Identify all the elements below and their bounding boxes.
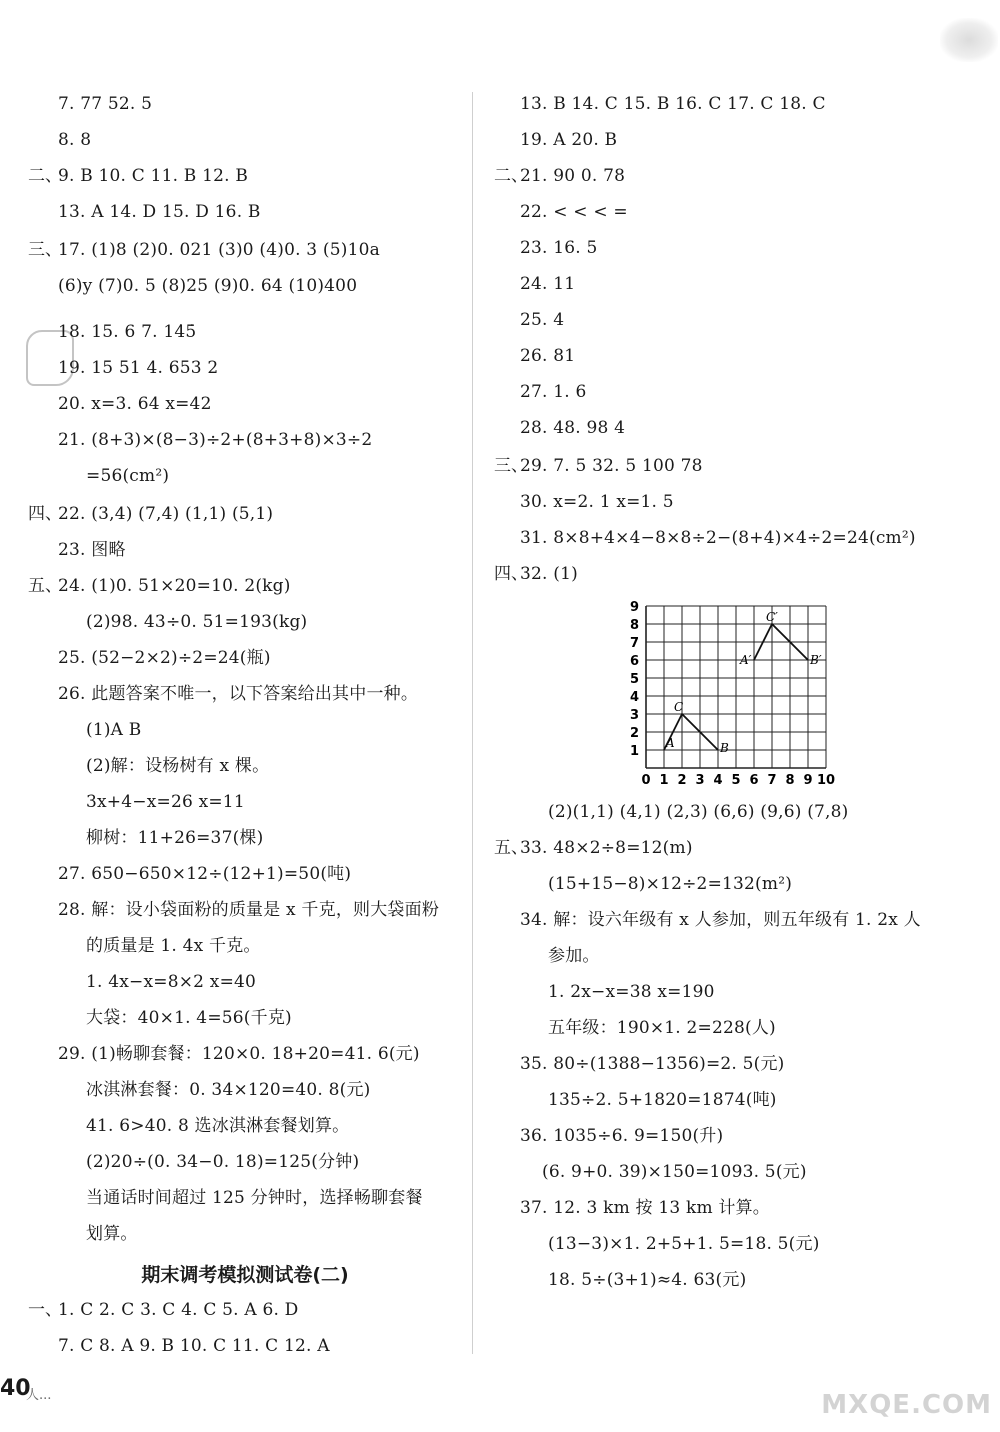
point-label-b-prime: B′ — [810, 653, 822, 667]
answer-line: 27. 650−650×12÷(12+1)=50(吨) — [58, 864, 352, 884]
answer-line: 21. 90 0. 78 — [520, 166, 626, 186]
x-tick-label: 6 — [749, 773, 759, 788]
x-tick-label: 1 — [659, 773, 669, 788]
answer-line: (2)98. 43÷0. 51=193(kg) — [86, 612, 308, 632]
answer-line: 135÷2. 5+1820=1874(吨) — [548, 1090, 777, 1110]
exam-section-title: 期末调考模拟测试卷(二) — [141, 1264, 349, 1286]
column-divider — [472, 92, 473, 1354]
answer-line: 25. (52−2×2)÷2=24(瓶) — [58, 648, 271, 668]
answer-line: 23. 图略 — [58, 540, 126, 560]
x-tick-label: 10 — [816, 773, 836, 788]
answer-line: 28. 解：设小袋面粉的质量是 x 千克，则大袋面粉 — [58, 900, 440, 920]
answer-line: (1)A B — [86, 720, 142, 740]
point-label-a-prime: A′ — [740, 653, 752, 667]
answer-line: 29. (1)畅聊套餐：120×0. 18+20=41. 6(元) — [58, 1044, 420, 1064]
section-prefix: 三、 — [28, 240, 62, 260]
answer-line: 34. 解：设六年级有 x 人参加，则五年级有 1. 2x 人 — [520, 910, 921, 930]
answer-line: 7. C 8. A 9. B 10. C 11. C 12. A — [58, 1336, 330, 1356]
answer-line: 35. 80÷(1388−1356)=2. 5(元) — [520, 1054, 785, 1074]
answer-line: 13. B 14. C 15. B 16. C 17. C 18. C — [520, 94, 826, 114]
x-tick-label: 0 — [641, 773, 651, 788]
answer-line: 17. (1)8 (2)0. 021 (3)0 (4)0. 3 (5)10a — [58, 240, 380, 260]
answer-line: 29. 7. 5 32. 5 100 78 — [520, 456, 703, 476]
answer-line: 26. 此题答案不唯一，以下答案给出其中一种。 — [58, 684, 419, 704]
answer-line: 柳树：11+26=37(棵) — [86, 828, 264, 848]
answer-line: 18. 15. 6 7. 14̇5̇ — [58, 322, 197, 342]
answer-line: (6. 9+0. 39)×150=1093. 5(元) — [542, 1162, 807, 1182]
section-prefix: 四、 — [28, 504, 62, 524]
answer-line: 19. 15 51 4. 653 2 — [58, 358, 219, 378]
y-tick-label: 9 — [629, 600, 639, 615]
answer-line: 五年级：190×1. 2=228(人) — [548, 1018, 776, 1038]
answer-line: 参加。 — [548, 946, 600, 966]
section-prefix: 二、 — [28, 166, 62, 186]
answer-line: 28. 48. 98 4 — [520, 418, 626, 438]
answer-line: 8. 8 — [58, 130, 92, 150]
answer-line: 19. A 20. B — [520, 130, 618, 150]
coordinate-grid — [620, 598, 850, 793]
x-tick-label: 8 — [785, 773, 795, 788]
y-tick-label: 6 — [629, 654, 639, 669]
section-prefix: 四、 — [494, 564, 528, 584]
y-tick-label: 8 — [629, 618, 639, 633]
answer-line: 30. x=2. 1 x=1. 5 — [520, 492, 674, 512]
answer-line: 划算。 — [86, 1224, 138, 1244]
x-tick-label: 9 — [803, 773, 813, 788]
answer-line: 32. (1) — [520, 564, 578, 584]
answer-line: 36. 1035÷6. 9=150(升) — [520, 1126, 724, 1146]
x-tick-label: 7 — [767, 773, 777, 788]
answer-line: 24. (1)0. 51×20=10. 2(kg) — [58, 576, 291, 596]
answer-line: 冰淇淋套餐：0. 34×120=40. 8(元) — [86, 1080, 371, 1100]
answer-line: 20. x=3. 64 x=42 — [58, 394, 212, 414]
y-tick-label: 5 — [629, 672, 639, 687]
answer-line: 1. C 2. C 3. C 4. C 5. A 6. D — [58, 1300, 299, 1320]
point-label-c-prime: C′ — [766, 610, 778, 624]
watermark-text: MXQE.COM — [821, 1390, 992, 1420]
answer-line: 24. 11 — [520, 274, 576, 294]
answer-line: 26. 81 — [520, 346, 576, 366]
answer-line: 3x+4−x=26 x=11 — [86, 792, 245, 812]
answer-line: 33. 48×2÷8=12(m) — [520, 838, 693, 858]
section-prefix: 二、 — [494, 166, 528, 186]
answer-line: (2)20÷(0. 34−0. 18)=125(分钟) — [86, 1152, 360, 1172]
triangles — [664, 610, 822, 755]
x-tick-label: 5 — [731, 773, 741, 788]
x-tick-label: 2 — [677, 773, 687, 788]
answer-line: 1. 4x−x=8×2 x=40 — [86, 972, 257, 992]
site-watermark — [742, 1340, 992, 1420]
y-tick-label: 1 — [629, 744, 639, 759]
answer-line: 18. 5÷(3+1)≈4. 63(元) — [548, 1270, 747, 1290]
answer-line: (15+15−8)×12÷2=132(m²) — [548, 874, 793, 894]
y-tick-label: 7 — [629, 636, 639, 651]
answer-line: =56(cm²) — [86, 466, 170, 486]
y-tick-label: 4 — [629, 690, 639, 705]
y-tick-label: 3 — [629, 708, 639, 723]
point-label-b: B — [720, 741, 729, 755]
answer-line: 27. 1. 6 — [520, 382, 587, 402]
x-tick-label: 3 — [695, 773, 705, 788]
answer-line: 37. 12. 3 km 按 13 km 计算。 — [520, 1198, 770, 1218]
answer-line: 22. < < < = — [520, 202, 628, 222]
answer-line: (6)y (7)0. 5 (8)25 (9)0. 64 (10)400 — [58, 276, 358, 296]
answer-line: 13. A 14. D 15. D 16. B — [58, 202, 261, 222]
x-tick-label: 4 — [713, 773, 723, 788]
answer-line: 31. 8×8+4×4−8×8÷2−(8+4)×4÷2=24(cm²) — [520, 528, 916, 548]
page-number: 40 — [0, 1376, 31, 1401]
answer-line: 大袋：40×1. 4=56(千克) — [86, 1008, 292, 1028]
y-tick-label: 2 — [629, 726, 639, 741]
answer-line: (13−3)×1. 2+5+1. 5=18. 5(元) — [548, 1234, 820, 1254]
answer-line: 23. 16. 5 — [520, 238, 598, 258]
answer-line: 25. 4 — [520, 310, 565, 330]
point-label-a: A — [666, 736, 675, 750]
answer-line: 9. B 10. C 11. B 12. B — [58, 166, 249, 186]
answer-line: 21. (8+3)×(8−3)÷2+(8+3+8)×3÷2 — [58, 430, 373, 450]
answer-line: 7. 77 52. 5 — [58, 94, 153, 114]
point-label-c: C — [674, 700, 684, 714]
answer-line: (2)解：设杨树有 x 棵。 — [86, 756, 270, 776]
section-prefix: 五、 — [494, 838, 528, 858]
section-prefix: 一、 — [28, 1300, 62, 1320]
section-prefix: 五、 — [28, 576, 62, 596]
grid-tick-labels — [630, 600, 835, 788]
section-prefix: 三、 — [494, 456, 528, 476]
answer-line: 22. (3,4) (7,4) (1,1) (5,1) — [58, 504, 274, 524]
page-number-tail: 人... — [26, 1388, 52, 1403]
answer-line: (2)(1,1) (4,1) (2,3) (6,6) (9,6) (7,8) — [548, 802, 849, 822]
answer-line: 1. 2x−x=38 x=190 — [548, 982, 715, 1002]
answer-line: 41. 6>40. 8 选冰淇淋套餐划算。 — [86, 1116, 350, 1136]
corner-smudge — [940, 18, 998, 62]
answer-line: 当通话时间超过 125 分钟时，选择畅聊套餐 — [86, 1188, 423, 1208]
answer-line: 的质量是 1. 4x 千克。 — [86, 936, 261, 956]
